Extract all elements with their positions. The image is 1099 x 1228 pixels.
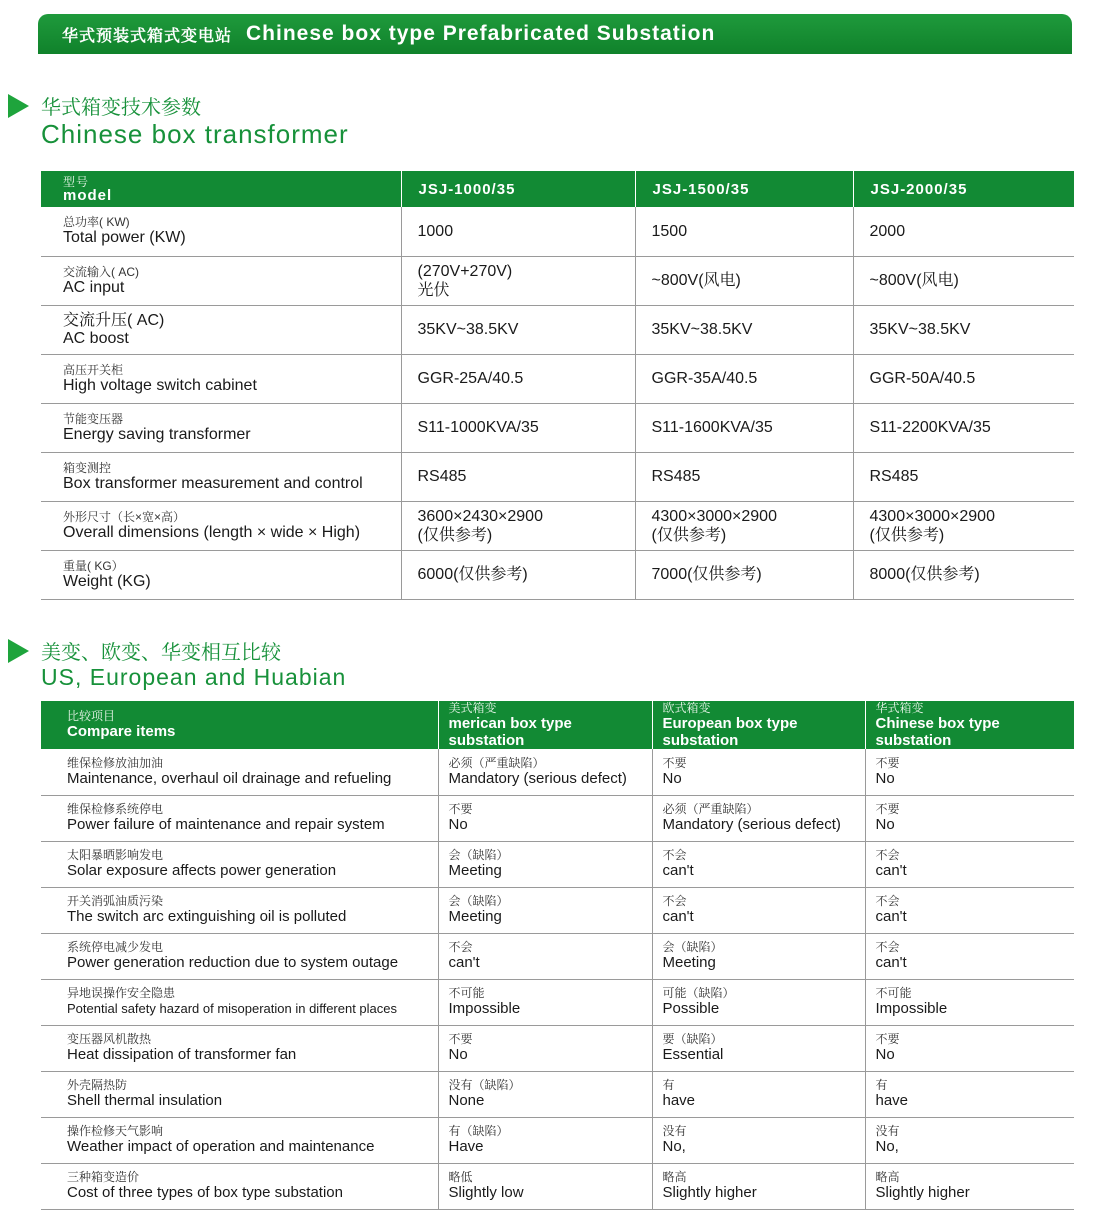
cell-european: [652, 795, 865, 841]
row-label-en: Power failure of maintenance and repair system: [67, 816, 385, 833]
table-row: [41, 979, 1074, 1025]
row-label-cn: 交流输入( AC): [63, 264, 139, 279]
cell-en: Essential: [662, 1046, 724, 1063]
table-row: [41, 452, 1074, 501]
section-title-cn: 华式箱变技术参数: [41, 97, 201, 119]
cell-chinese: [865, 1163, 1074, 1209]
header-cn: 欧式箱变: [662, 700, 711, 715]
header-american: [438, 701, 652, 749]
cell-en: can't: [875, 908, 907, 925]
triangle-bullet-icon: [8, 94, 29, 118]
cell-cn: 会（缺陷）: [662, 940, 723, 954]
row-label: [41, 1117, 438, 1163]
table-row: [41, 207, 1074, 256]
table-row: [41, 403, 1074, 452]
header-en: Compare items: [67, 723, 176, 740]
cell-en: can't: [662, 908, 694, 925]
cell-american: [438, 1117, 652, 1163]
row-label: [41, 354, 401, 403]
cell-cn: 不会: [662, 894, 687, 908]
cell-american: [438, 1071, 652, 1117]
row-label: [41, 841, 438, 887]
table-row: [41, 1071, 1074, 1117]
cell-value: [401, 354, 635, 403]
row-label-en: Shell thermal insulation: [67, 1092, 223, 1109]
cell-value: [853, 403, 1074, 452]
cell-en: Slightly higher: [662, 1184, 757, 1201]
cell-cn: 会（缺陷）: [448, 894, 509, 908]
cell-cn: 不要: [875, 802, 900, 816]
specs-table: [41, 171, 1074, 600]
row-label: [41, 550, 401, 599]
cell-european: [652, 933, 865, 979]
table-row: [41, 749, 1074, 795]
cell-value: [853, 207, 1074, 256]
cell-american: [438, 1163, 652, 1209]
cell-chinese: [865, 933, 1074, 979]
cell-cn: 会（缺陷）: [448, 848, 509, 862]
header-en: merican box type: [448, 714, 572, 732]
table-row: [41, 501, 1074, 550]
header-model-cn: 型号: [63, 174, 90, 189]
cell-cn: 可能（缺陷）: [662, 986, 735, 1000]
value-line: 4300×3000×2900: [651, 507, 777, 525]
value-line: 2000: [869, 222, 906, 240]
row-label-en: Overall dimensions (length × wide × High): [63, 523, 361, 541]
cell-cn: 不会: [875, 894, 900, 908]
banner-title-en: Chinese box type Prefabricated Substation: [246, 22, 716, 45]
cell-en: No: [448, 816, 468, 833]
value-line: S11-1600KVA/35: [651, 419, 773, 436]
value-line: 3600×2430×2900: [417, 507, 543, 525]
cell-value: [401, 550, 635, 599]
row-label: [41, 749, 438, 795]
cell-cn: 略低: [448, 1170, 473, 1184]
cell-value: [853, 354, 1074, 403]
specs-table-header: [41, 171, 1074, 207]
cell-european: [652, 979, 865, 1025]
cell-value: [635, 403, 853, 452]
cell-value: [853, 550, 1074, 599]
cell-en: No: [662, 769, 682, 787]
cell-en: Mandatory (serious defect): [662, 816, 841, 833]
header-model: [41, 171, 401, 207]
table-row: [41, 795, 1074, 841]
header-compare-items: [41, 701, 438, 749]
table-row: [41, 1117, 1074, 1163]
cell-en: Meeting: [448, 908, 502, 925]
row-label-en: Solar exposure affects power generation: [67, 862, 337, 879]
header-col-2: JSJ-1500/35: [635, 171, 853, 207]
cell-cn: 没有（缺陷）: [448, 1078, 521, 1092]
cell-cn: 有（缺陷）: [448, 1124, 509, 1138]
row-label-en: Energy saving transformer: [63, 425, 251, 443]
cell-european: [652, 1163, 865, 1209]
comparison-table: [41, 701, 1074, 1210]
header-en: European box type: [662, 714, 798, 732]
cell-european: [652, 1071, 865, 1117]
top-banner: [38, 14, 1072, 54]
cell-value: [853, 256, 1074, 305]
cell-value: [401, 207, 635, 256]
row-label-en: High voltage switch cabinet: [63, 376, 257, 394]
table-row: [41, 841, 1074, 887]
row-label-cn: 开关消弧油质污染: [67, 894, 164, 908]
cell-value: [853, 452, 1074, 501]
cell-cn: 略高: [662, 1170, 687, 1184]
cell-european: [652, 887, 865, 933]
cell-cn: 不可能: [875, 986, 912, 1000]
cell-value: [635, 550, 853, 599]
cell-en: Impossible: [875, 1000, 948, 1017]
value-line: GGR-50A/40.5: [869, 370, 976, 387]
cell-value: [401, 501, 635, 550]
row-label: [41, 795, 438, 841]
row-label-cn: 外壳隔热防: [67, 1078, 128, 1092]
value-line: 1000: [417, 222, 454, 240]
row-label-cn: 三种箱变造价: [67, 1170, 140, 1184]
row-label: [41, 1025, 438, 1071]
cell-cn: 有: [875, 1078, 888, 1092]
value-line: S11-1000KVA/35: [417, 419, 539, 436]
row-label: [41, 933, 438, 979]
header-en: substation: [662, 731, 739, 749]
header-en: Chinese box type: [875, 714, 1000, 732]
cell-chinese: [865, 979, 1074, 1025]
row-label-en: Power generation reduction due to system outage: [67, 954, 399, 971]
row-label-cn: 太阳暴晒影响发电: [67, 848, 164, 862]
cell-value: [635, 256, 853, 305]
cell-value: [635, 305, 853, 354]
row-label-en: AC input: [63, 278, 125, 296]
cell-cn: 不会: [875, 940, 900, 954]
value-line: (270V+270V): [417, 262, 513, 280]
triangle-bullet-icon: [8, 639, 29, 663]
table-row: [41, 256, 1074, 305]
row-label-cn: 总功率( KW): [63, 215, 130, 230]
cell-chinese: [865, 1071, 1074, 1117]
row-label-cn: 维保检修放油加油: [67, 755, 164, 770]
cell-chinese: [865, 887, 1074, 933]
value-line: GGR-25A/40.5: [417, 370, 524, 387]
row-label-cn: 异地误操作安全隐患: [67, 986, 176, 1000]
cell-value: [853, 305, 1074, 354]
value-line: (仅供参考): [869, 526, 945, 544]
table-row: [41, 305, 1074, 354]
cell-en: have: [662, 1092, 696, 1109]
cell-en: Slightly higher: [875, 1184, 970, 1201]
cell-en: No: [875, 1046, 895, 1063]
cell-en: can't: [662, 862, 694, 879]
row-label-cn: 高压开关柜: [63, 362, 124, 377]
cell-en: Slightly low: [448, 1184, 524, 1201]
row-label-cn: 变压器风机散热: [67, 1032, 152, 1046]
row-label-en: Weather impact of operation and maintenance: [67, 1138, 375, 1155]
value-line: 35KV~38.5KV: [417, 321, 519, 338]
value-line: 35KV~38.5KV: [869, 321, 971, 338]
cell-chinese: [865, 841, 1074, 887]
row-label: [41, 501, 401, 550]
cell-cn: 没有: [875, 1124, 900, 1138]
value-line: 6000(仅供参考): [417, 566, 528, 583]
row-label-en: Weight (KG): [63, 572, 151, 590]
cell-american: [438, 841, 652, 887]
header-european: [652, 701, 865, 749]
value-line: (仅供参考): [417, 526, 493, 544]
row-label: [41, 207, 401, 256]
cell-european: [652, 1025, 865, 1071]
cell-cn: 要（缺陷）: [662, 1032, 723, 1046]
cell-american: [438, 1025, 652, 1071]
cell-en: None: [448, 1092, 485, 1109]
comparison-table-header: [41, 701, 1074, 749]
cell-value: [401, 256, 635, 305]
cell-value: [401, 403, 635, 452]
cell-en: No: [448, 1046, 468, 1063]
cell-value: [635, 354, 853, 403]
row-label-en: Heat dissipation of transformer fan: [67, 1046, 297, 1063]
row-label: [41, 887, 438, 933]
cell-cn: 不会: [448, 940, 473, 954]
header-col-1: JSJ-1000/35: [401, 171, 635, 207]
header-cn: 美式箱变: [448, 700, 497, 715]
cell-en: No: [875, 816, 895, 833]
row-label-en: Maintenance, overhaul oil drainage and refueling: [67, 769, 392, 787]
cell-cn: 不要: [875, 1032, 900, 1046]
cell-european: [652, 749, 865, 795]
value-line: 光伏: [417, 281, 450, 299]
row-label-en: The switch arc extinguishing oil is polluted: [67, 908, 347, 925]
row-label-cn: 外形尺寸（长×宽×高）: [63, 509, 186, 524]
row-label-cn: 操作检修天气影响: [67, 1124, 164, 1138]
value-line: 7000(仅供参考): [651, 566, 762, 583]
cell-en: Meeting: [448, 862, 502, 879]
table-row: [41, 1025, 1074, 1071]
cell-value: [635, 207, 853, 256]
table-row: [41, 550, 1074, 599]
row-label-en: AC boost: [63, 330, 129, 347]
cell-value: [401, 305, 635, 354]
cell-cn: 略高: [875, 1170, 900, 1184]
value-line: RS485: [417, 468, 467, 485]
cell-en: Mandatory (serious defect): [448, 769, 627, 787]
cell-cn: 不要: [662, 755, 687, 770]
value-line: 4300×3000×2900: [869, 507, 995, 525]
value-line: RS485: [869, 468, 919, 485]
row-label-en: Total power (KW): [63, 229, 186, 247]
cell-en: can't: [448, 954, 480, 971]
row-label: [41, 1071, 438, 1117]
cell-chinese: [865, 795, 1074, 841]
cell-cn: 有: [662, 1078, 675, 1092]
row-label-en: Potential safety hazard of misoperation in different places: [67, 1001, 398, 1016]
row-label-cn: 系统停电减少发电: [67, 940, 164, 954]
table-row: [41, 933, 1074, 979]
cell-en: No,: [875, 1138, 899, 1155]
row-label: [41, 305, 401, 354]
row-label: [41, 1163, 438, 1209]
header-chinese: [865, 701, 1074, 749]
row-label-cn: 箱变测控: [63, 460, 112, 475]
cell-en: can't: [875, 954, 907, 971]
section-title-cn: 美变、欧变、华变相互比较: [41, 642, 281, 664]
cell-cn: 不要: [875, 755, 900, 770]
value-line: GGR-35A/40.5: [651, 370, 758, 387]
cell-european: [652, 1117, 865, 1163]
cell-cn: 不要: [448, 802, 473, 816]
cell-cn: 必须（严重缺陷）: [448, 755, 545, 770]
row-label-en: Box transformer measurement and control: [63, 474, 363, 492]
row-label: [41, 979, 438, 1025]
cell-cn: 没有: [662, 1124, 687, 1138]
row-label: [41, 256, 401, 305]
cell-en: Possible: [662, 1000, 720, 1017]
section-title-en: Chinese box transformer: [41, 119, 349, 149]
cell-en: have: [875, 1092, 909, 1109]
header-col-3: JSJ-2000/35: [853, 171, 1074, 207]
value-line: 35KV~38.5KV: [651, 321, 753, 338]
cell-european: [652, 841, 865, 887]
header-en: substation: [448, 731, 525, 749]
cell-cn: 必须（严重缺陷）: [662, 802, 759, 816]
table-row: [41, 354, 1074, 403]
cell-american: [438, 933, 652, 979]
header-en: substation: [875, 731, 952, 749]
row-label-cn: 重量( KG）: [63, 558, 124, 573]
cell-cn: 不可能: [448, 986, 485, 1000]
cell-chinese: [865, 1117, 1074, 1163]
cell-en: Meeting: [662, 954, 716, 971]
header-model-en: model: [63, 186, 113, 204]
cell-american: [438, 979, 652, 1025]
header-cn: 华式箱变: [875, 700, 924, 715]
value-line: (仅供参考): [651, 526, 727, 544]
cell-value: [853, 501, 1074, 550]
table-row: [41, 1163, 1074, 1209]
cell-en: No,: [662, 1138, 686, 1155]
cell-value: [635, 452, 853, 501]
value-line: 1500: [651, 222, 688, 240]
header-cn: 比较项目: [67, 709, 116, 723]
cell-en: Impossible: [448, 1000, 521, 1017]
cell-en: No: [875, 769, 895, 787]
cell-value: [635, 501, 853, 550]
cell-chinese: [865, 1025, 1074, 1071]
value-line: ~800V(风电): [651, 272, 741, 289]
row-label-cn: 交流升压( AC): [63, 312, 165, 329]
cell-cn: 不会: [875, 848, 900, 862]
section-title-en: US, European and Huabian: [41, 664, 347, 690]
banner-title-cn: 华式预装式箱式变电站: [62, 27, 233, 45]
cell-chinese: [865, 749, 1074, 795]
row-label: [41, 452, 401, 501]
cell-value: [401, 452, 635, 501]
row-label-en: Cost of three types of box type substation: [67, 1184, 343, 1201]
cell-american: [438, 749, 652, 795]
value-line: ~800V(风电): [869, 272, 959, 289]
value-line: S11-2200KVA/35: [869, 419, 991, 436]
cell-american: [438, 887, 652, 933]
value-line: RS485: [651, 468, 701, 485]
cell-en: can't: [875, 862, 907, 879]
value-line: 8000(仅供参考): [869, 566, 980, 583]
cell-cn: 不要: [448, 1032, 473, 1046]
cell-en: Have: [448, 1138, 484, 1155]
table-row: [41, 887, 1074, 933]
row-label-cn: 维保检修系统停电: [67, 802, 164, 816]
cell-american: [438, 795, 652, 841]
row-label: [41, 403, 401, 452]
row-label-cn: 节能变压器: [63, 411, 124, 426]
cell-cn: 不会: [662, 848, 687, 862]
